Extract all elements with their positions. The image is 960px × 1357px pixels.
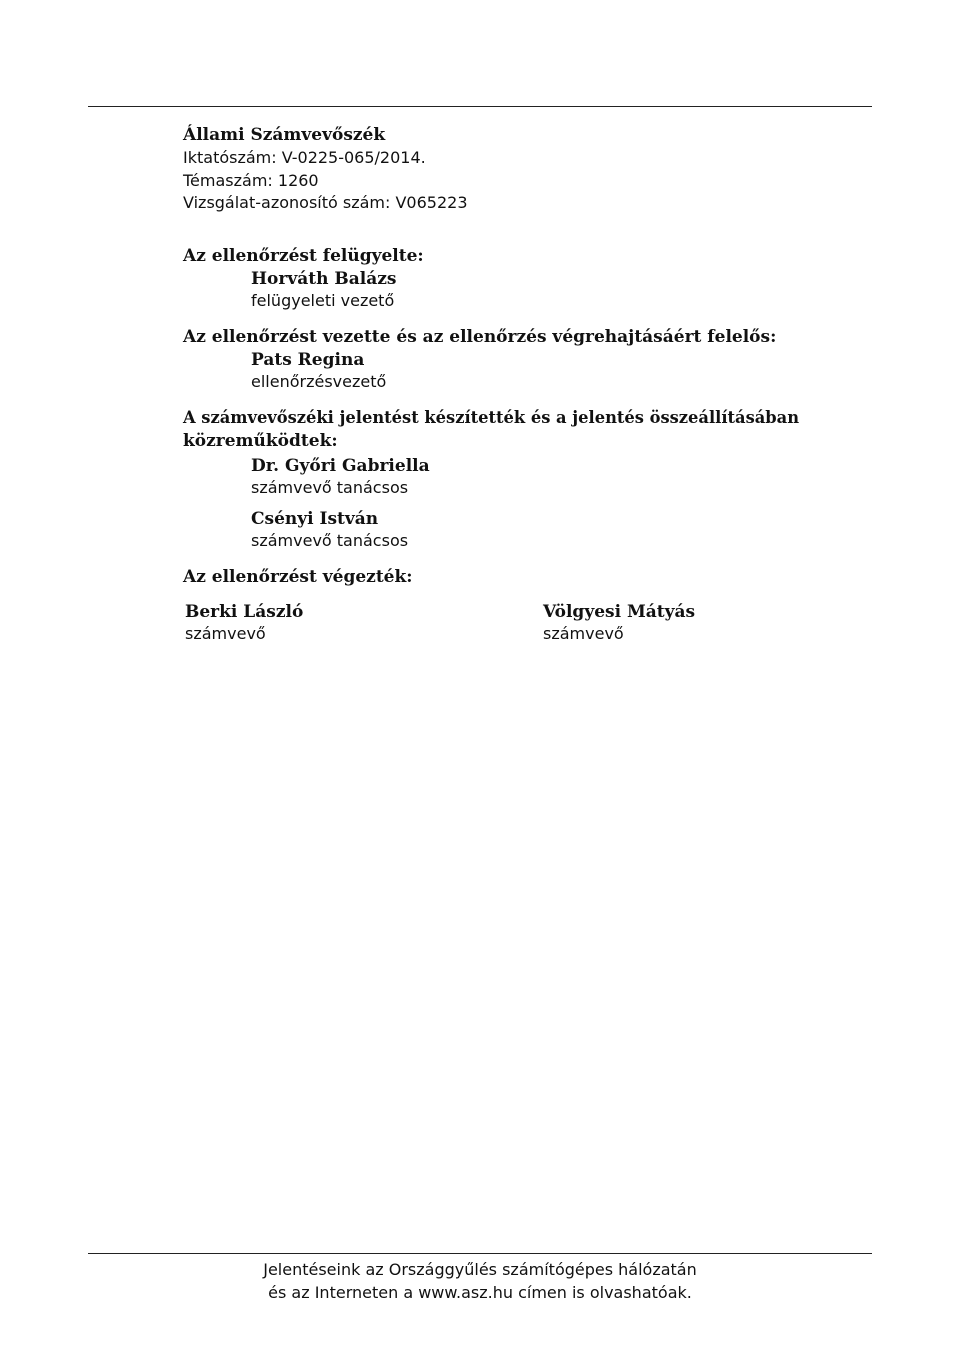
- top-rule: [88, 106, 872, 107]
- auditor-name: Berki László: [185, 602, 304, 622]
- supervisor-role: felügyeleti vezető: [251, 291, 395, 310]
- report-person-name: Csényi István: [251, 509, 379, 529]
- report-person-name: Dr. Győri Gabriella: [251, 456, 430, 476]
- auditor-role: számvevő: [543, 624, 624, 643]
- supervisor-name: Horváth Balázs: [251, 269, 397, 289]
- footer-line: és az Interneten a www.asz.hu címen is olvashatóak.: [268, 1283, 692, 1302]
- auditor-role: számvevő: [185, 624, 266, 643]
- org-name: Állami Számvevőszék: [183, 125, 386, 145]
- auditors-heading: Az ellenőrzést végezték:: [183, 567, 413, 587]
- footer-rule: [88, 1253, 872, 1254]
- report-heading-cont: közreműködtek:: [183, 431, 338, 451]
- lead-name: Pats Regina: [251, 350, 365, 370]
- report-heading: A számvevőszéki jelentést készítették és a jelentés összeállításában: [183, 408, 800, 427]
- auditor-name: Völgyesi Mátyás: [543, 602, 696, 622]
- report-person-role: számvevő tanácsos: [251, 478, 409, 497]
- lead-heading: Az ellenőrzést vezette és az ellenőrzés végrehajtásáért felelős:: [183, 327, 777, 347]
- vizsgalat-id: Vizsgálat-azonosító szám: V065223: [183, 193, 468, 212]
- supervision-heading: Az ellenőrzést felügyelte:: [183, 246, 424, 266]
- report-person-role: számvevő tanácsos: [251, 531, 409, 550]
- footer-line: Jelentéseink az Országgyűlés számítógépes hálózatán: [263, 1260, 697, 1279]
- lead-role: ellenőrzésvezető: [251, 372, 387, 391]
- iktatoszam: Iktatószám: V-0225-065/2014.: [183, 148, 426, 167]
- temaszam: Témaszám: 1260: [183, 171, 319, 190]
